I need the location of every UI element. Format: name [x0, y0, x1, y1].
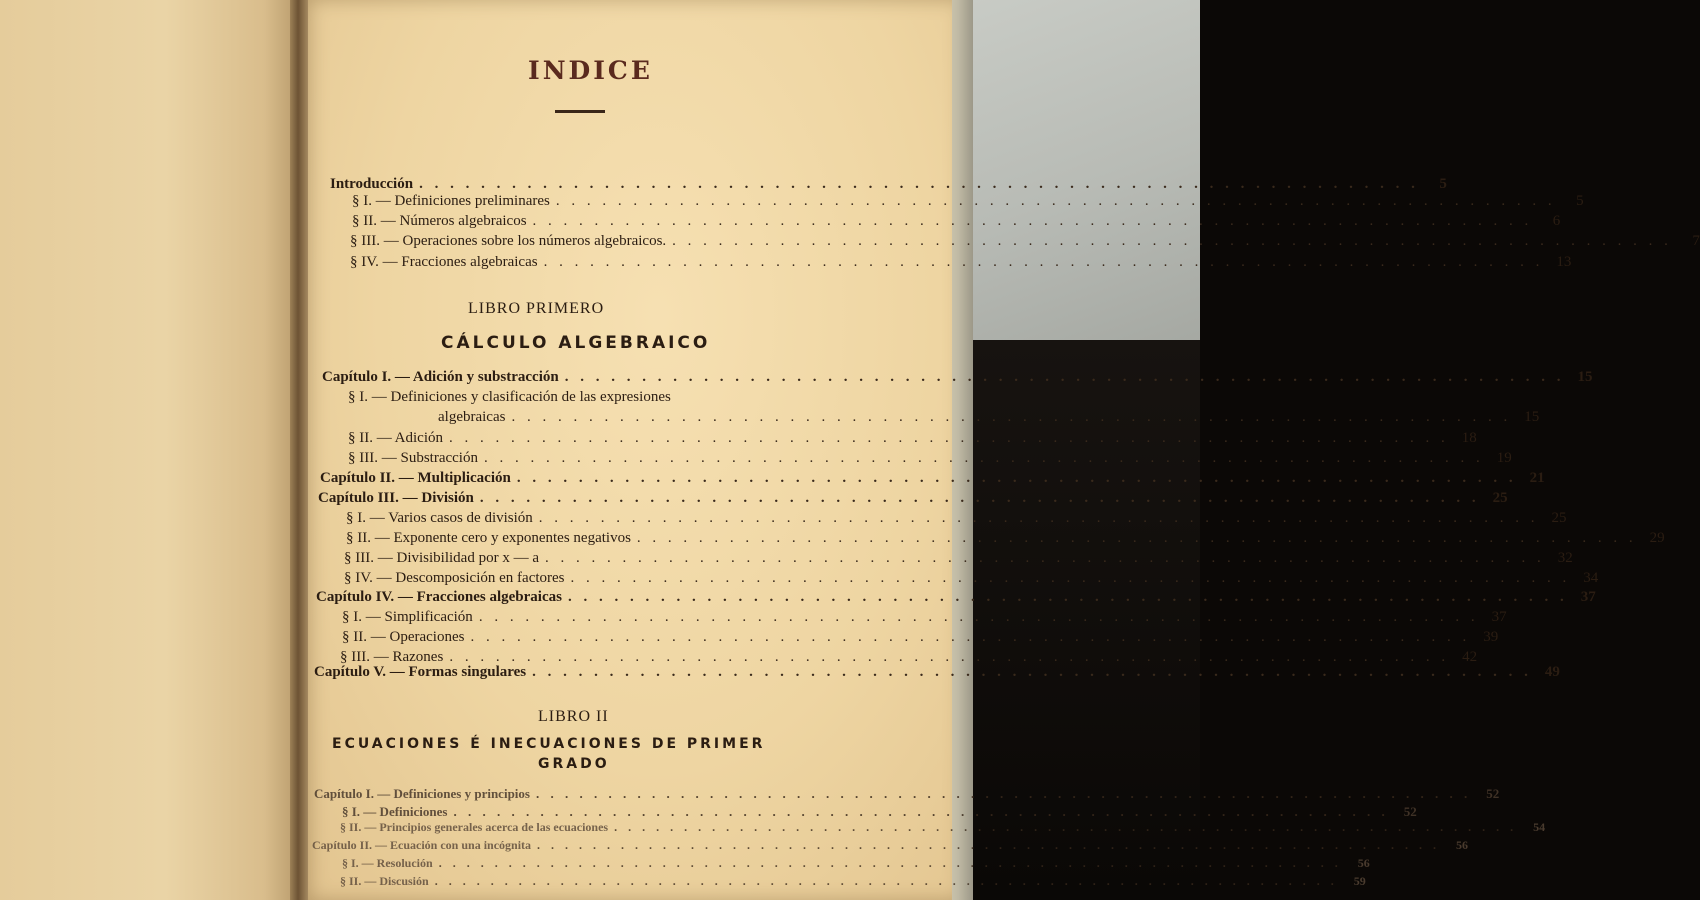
toc-entry — [314, 786, 1500, 802]
leader-dots — [637, 530, 1637, 547]
toc-entry-label: Capítulo I. — Definiciones y principios — [314, 786, 530, 801]
toc-entry-page: 19 — [1496, 450, 1512, 466]
toc-entry-label: § II. — Discusión — [340, 874, 429, 888]
leader-dots — [672, 233, 1672, 250]
toc-entry-page: 25 — [1492, 490, 1508, 506]
toc-entry-page: 52 — [1486, 786, 1500, 801]
leader-dots — [479, 609, 1479, 626]
leader-dots — [532, 664, 1532, 681]
toc-entry-label: § I. — Resolución — [342, 856, 433, 870]
toc-entry — [322, 369, 1593, 386]
toc-entry-page: 42 — [1462, 649, 1478, 665]
leader-dots — [480, 490, 1480, 507]
toc-entry-label: algebraicas — [438, 409, 506, 425]
leader-dots — [533, 213, 1533, 230]
toc-entry-label: § III. — Operaciones sobre los números algebraicos. — [350, 233, 667, 249]
toc-entry-page: 32 — [1557, 550, 1573, 566]
toc-entry-label: § I. — Varios casos de división — [346, 510, 533, 526]
toc-entry-label: Capítulo IV. — Fracciones algebraicas — [316, 589, 562, 605]
toc-entry-label: § IV. — Descomposición en factores — [344, 570, 565, 586]
toc-entry-page: 13 — [1556, 254, 1572, 270]
toc-entry-page: 29 — [1649, 530, 1665, 546]
toc-entry-page: 15 — [1577, 369, 1593, 385]
toc-entry-label: § II. — Exponente cero y exponentes negativos — [346, 530, 631, 546]
leader-dots — [517, 470, 1517, 487]
leader-dots — [511, 409, 1511, 426]
leader-dots — [484, 450, 1484, 467]
toc-entry-page: 34 — [1583, 570, 1599, 586]
toc-entry — [352, 193, 1584, 210]
toc-entry-label: § II. — Operaciones — [342, 629, 465, 645]
toc-entry — [344, 570, 1599, 587]
toc-entry — [352, 213, 1561, 230]
leader-dots — [544, 254, 1544, 271]
toc-entry — [346, 530, 1665, 547]
toc-entry-label: Capítulo III. — División — [318, 490, 474, 506]
toc-entry-page: 5 — [1576, 193, 1584, 209]
toc-entry — [350, 233, 1700, 250]
toc-entry-page: 54 — [1533, 820, 1546, 834]
book-heading: LIBRO II — [538, 708, 609, 725]
toc-entry-page: 6 — [1552, 213, 1561, 229]
leader-dots — [449, 430, 1449, 447]
toc-entry-label: Capítulo V. — Formas singulares — [314, 664, 527, 680]
toc-entry — [344, 550, 1573, 567]
toc-entry-label: § II. — Números algebraicos — [352, 213, 527, 229]
toc-entry-page: 18 — [1461, 430, 1477, 446]
toc-entry-label: Capítulo II. — Ecuación con una incógnita — [312, 838, 532, 852]
toc-entry-label: § III. — Substracción — [348, 450, 478, 466]
toc-entry — [316, 589, 1596, 606]
toc-entry — [348, 450, 1512, 467]
toc-entry-page: 7 — [1692, 233, 1700, 249]
toc-entry-page: 39 — [1483, 629, 1499, 645]
toc-entry — [340, 874, 1366, 889]
leader-dots — [439, 856, 1342, 871]
toc-entry-intro — [330, 176, 1447, 193]
toc-entry-page: 56 — [1357, 856, 1370, 870]
toc-entry — [342, 609, 1507, 626]
toc-entry-label: § IV. — Fracciones algebraicas — [350, 254, 538, 270]
toc-entry-label: Capítulo I. — Adición y substracción — [322, 369, 559, 385]
toc-entry-label: § III. — Razones — [340, 649, 444, 665]
toc-entry-label: § I. — Definiciones y clasificación de las expresiones — [348, 389, 671, 405]
toc-entry-label: § II. — Principios generales acerca de las ecuaciones — [340, 820, 609, 834]
toc-entry — [350, 254, 1572, 271]
leader-dots — [537, 838, 1440, 853]
book-subtitle: CÁLCULO ALGEBRAICO — [441, 333, 711, 353]
toc-entry — [438, 409, 1540, 426]
leader-dots — [536, 786, 1471, 802]
leader-dots — [571, 570, 1571, 587]
left-page — [0, 0, 300, 900]
toc-entry-page: 49 — [1544, 664, 1560, 680]
page-title: INDICE — [528, 56, 653, 85]
title-rule — [555, 110, 605, 113]
leader-dots — [453, 804, 1388, 820]
toc-entry-page: 52 — [1403, 804, 1417, 819]
toc-entry-label: § I. — Definiciones — [342, 804, 448, 819]
toc-entry-page: 21 — [1529, 470, 1545, 486]
leader-dots — [435, 874, 1338, 889]
toc-entry-page: 56 — [1456, 838, 1469, 852]
book-subtitle-continued: GRADO — [538, 756, 610, 772]
toc-entry-page: 25 — [1551, 510, 1567, 526]
leader-dots — [614, 820, 1517, 835]
toc-entry-page: 37 — [1580, 589, 1596, 605]
toc-entry-label: § III. — Divisibilidad por x — a — [344, 550, 539, 566]
leader-dots — [565, 369, 1565, 386]
toc-entry — [348, 430, 1477, 447]
toc-entry — [342, 856, 1370, 871]
leader-dots — [568, 589, 1568, 606]
toc-entry — [340, 820, 1546, 835]
book-heading: LIBRO PRIMERO — [468, 300, 605, 317]
toc-entry — [312, 838, 1469, 853]
toc-entry-label: § I. — Simplificación — [342, 609, 473, 625]
toc-entry — [318, 490, 1508, 507]
toc-entry-page: 37 — [1491, 609, 1507, 625]
toc-entry — [342, 629, 1499, 646]
toc-entry-page: 15 — [1524, 409, 1540, 425]
toc-entry-page: 5 — [1439, 176, 1447, 192]
toc-entry — [320, 470, 1545, 487]
toc-entry-label: § II. — Adición — [348, 430, 443, 446]
leader-dots — [556, 193, 1556, 210]
toc-entry-label: Introducción — [330, 176, 414, 192]
toc-entry-label: Capítulo II. — Multiplicación — [320, 470, 511, 486]
toc-entry-label: § I. — Definiciones preliminares — [352, 193, 550, 209]
leader-dots — [539, 510, 1539, 527]
leader-dots — [419, 176, 1419, 193]
book-gutter — [290, 0, 308, 900]
leader-dots — [470, 629, 1470, 646]
toc-entry — [314, 664, 1560, 681]
book-subtitle: ECUACIONES É INECUACIONES DE PRIMER — [332, 736, 766, 752]
leader-dots — [545, 550, 1545, 567]
toc-entry — [342, 804, 1417, 820]
toc-entry-page: 59 — [1353, 874, 1366, 888]
toc-entry — [346, 510, 1567, 527]
